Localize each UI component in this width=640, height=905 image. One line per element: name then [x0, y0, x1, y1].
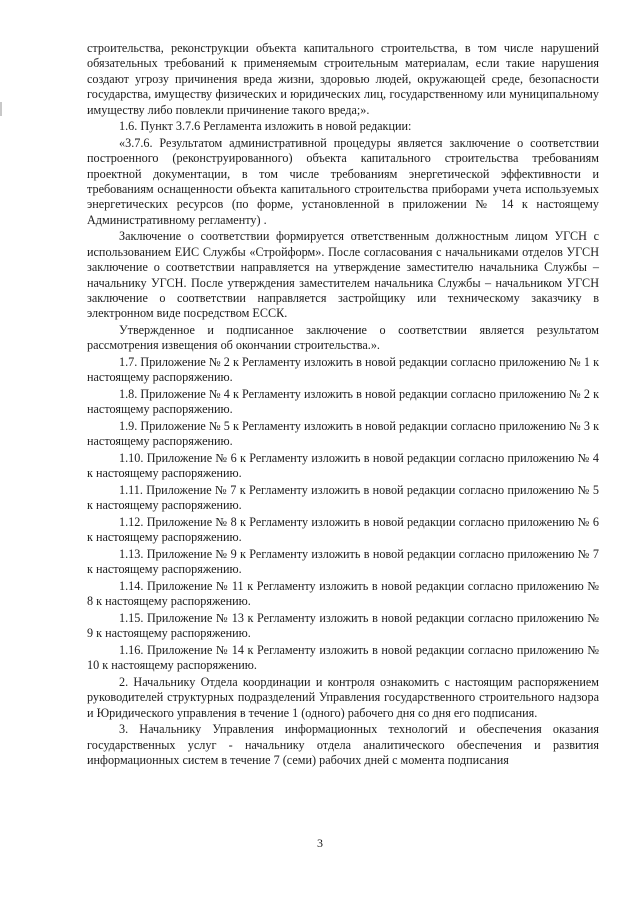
- paragraph-quote-3-7-6: «3.7.6. Результатом административной процедуры является заключение о соответствии построенного (реконструированного) объекта капитального строительства требованиям проектной документации, в том числе требованиям энергетической эффективности и требованиям оснащенности объекта капитального строительства приборами учета используемых энергетических ресурсов (по форме, установленной в приложении № 14 к настоящему Административному регламенту) .: [87, 135, 599, 227]
- paragraph-item-1-13: 1.13. Приложение № 9 к Регламенту изложить в новой редакции согласно приложению № 7 к настоящему распоряжению.: [87, 547, 599, 577]
- paragraph-item-1-16: 1.16. Приложение № 14 к Регламенту изложить в новой редакции согласно приложению № 10 к настоящему распоряжению.: [87, 643, 599, 673]
- paragraph-item-3: 3. Начальнику Управления информационных технологий и обеспечения оказания государственных услуг - начальнику отдела аналитического обеспечения и развития информационных систем в течение 7 (семи) рабочих дней с момента подписания: [87, 722, 599, 768]
- paragraph-item-1-12: 1.12. Приложение № 8 к Регламенту изложить в новой редакции согласно приложению № 6 к настоящему распоряжению.: [87, 515, 599, 545]
- paragraph-item-1-9: 1.9. Приложение № 5 к Регламенту изложить в новой редакции согласно приложению № 3 к настоящему распоряжению.: [87, 419, 599, 449]
- paragraph-item-1-8: 1.8. Приложение № 4 к Регламенту изложить в новой редакции согласно приложению № 2 к настоящему распоряжению.: [87, 387, 599, 417]
- paragraph-item-1-7: 1.7. Приложение № 2 к Регламенту изложить в новой редакции согласно приложению № 1 к настоящему распоряжению.: [87, 355, 599, 385]
- paragraph-item-2: 2. Начальнику Отдела координации и контроля ознакомить с настоящим распоряжением руководителей структурных подразделений Управления государственного строительного надзора и Юридического управления в течение 1 (одного) рабочего дня со дня его подписания.: [87, 675, 599, 720]
- paragraph-item-1-14: 1.14. Приложение № 11 к Регламенту изложить в новой редакции согласно приложению № 8 к настоящему распоряжению.: [87, 579, 599, 609]
- document-body: [87, 41, 599, 770]
- paragraph-conclusion-formation: Заключение о соответствии формируется ответственным должностным лицом УГСН с использованием ЕИС Службы «Стройформ». После согласования с начальниками отделов УГСН заключение о соответствии направляется на утверждение заместителю начальника Службы – начальнику УГСН. После утверждения заместителем начальника Службы – начальником УГСН заключение о соответствии направляется застройщику или техническому заказчику в электронном виде посредством ЕССК.: [87, 229, 599, 321]
- page-number: 3: [317, 836, 323, 850]
- paragraph-item-1-15: 1.15. Приложение № 13 к Регламенту изложить в новой редакции согласно приложению № 9 к настоящему распоряжению.: [87, 611, 599, 641]
- paragraph-item-1-6: 1.6. Пункт 3.7.6 Регламента изложить в новой редакции:: [119, 119, 412, 134]
- paragraph-item-1-10: 1.10. Приложение № 6 к Регламенту изложить в новой редакции согласно приложению № 4 к настоящему распоряжению.: [87, 451, 599, 481]
- scan-artifact: [0, 102, 2, 116]
- paragraph-continuation: строительства, реконструкции объекта капитального строительства, в том числе нарушений обязательных требований к применяемым строительным материалам, если такие нарушения создают угрозу причинения вреда жизни, здоровью людей, окружающей среде, безопасности государства, имуществу физических и юридических лиц, государственному или муниципальному имуществу либо повлекли причинение такого вреда;».: [87, 41, 599, 117]
- paragraph-item-1-11: 1.11. Приложение № 7 к Регламенту изложить в новой редакции согласно приложению № 5 к настоящему распоряжению.: [87, 483, 599, 513]
- paragraph-approved-conclusion: Утвержденное и подписанное заключение о соответствии является результатом рассмотрения извещения об окончании строительства.».: [87, 323, 599, 353]
